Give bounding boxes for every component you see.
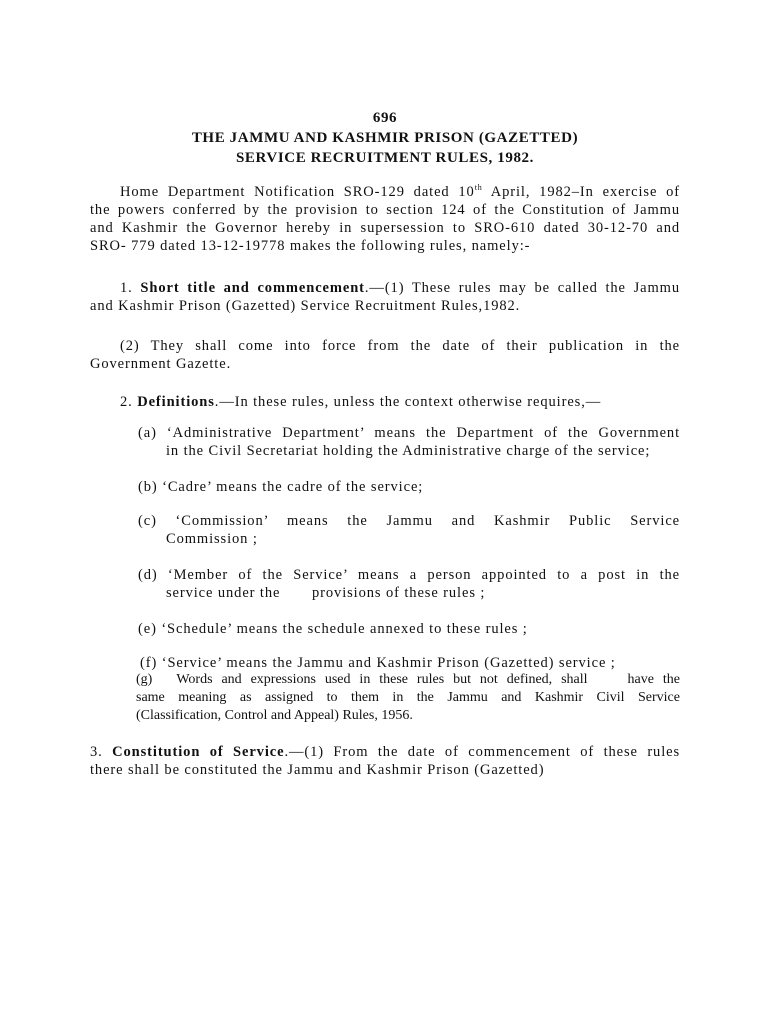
definition-b (138, 478, 680, 496)
rule-2-line-1: 2. Definitions.—In these rules, unless the context otherwise requires,— (120, 394, 602, 410)
preamble-line-1: Home Department Notification SRO-129 dated 10th April, 1982–In exercise of (120, 183, 680, 200)
definition-g-line-3: (Classification, Control and Appeal) Rules, 1956. (136, 708, 413, 723)
definition-a-line-1: (a) ‘Administrative Department’ means the Department of the Government (138, 425, 680, 441)
definition-g-line-1: (g) Words and expressions used in these rules but not defined, shall have the (136, 672, 681, 687)
definition-b-line-1: (b) ‘Cadre’ means the cadre of the service; (138, 479, 424, 495)
rule-3-line-1: 3. Constitution of Service.—(1) From the date of commencement of these rules (90, 744, 681, 760)
rule-1-sub-2-line-2: Government Gazette. (90, 356, 232, 372)
definition-d-line-1: (d) ‘Member of the Service’ means a person appointed to a post in the (138, 567, 680, 583)
rule-3-heading: Constitution of Service (112, 744, 285, 760)
rule-3-line-2: there shall be constituted the Jammu and Kashmir Prison (Gazetted) (90, 762, 545, 778)
rule-1-sub-2-line-1: (2) They shall come into force from the date of their publication in the (120, 338, 680, 354)
definition-f (140, 654, 680, 672)
rule-1-sub-2-paragraph (90, 337, 680, 373)
definition-a (138, 424, 680, 460)
document-title-line-2: SERVICE RECRUITMENT RULES, 1982. (235, 150, 535, 166)
rule-1-heading: Short title and commencement (140, 280, 365, 296)
definition-d-line-2: service under the provisions of these rules ; (166, 585, 486, 601)
preamble-line-3: and Kashmir the Governor hereby in supersession to SRO-610 dated 30-12-70 and (90, 220, 680, 236)
preamble-line-4: SRO- 779 dated 13-12-19778 makes the following rules, namely:- (90, 238, 531, 254)
rule-2-paragraph (90, 393, 680, 411)
definition-g (136, 671, 680, 725)
document-title-line-1: THE JAMMU AND KASHMIR PRISON (GAZETTED) (191, 130, 579, 146)
rule-2-heading: Definitions (137, 394, 215, 410)
definition-d (138, 566, 680, 602)
definition-c-line-2: Commission ; (166, 531, 258, 547)
page-number: 696 (372, 110, 398, 126)
preamble-paragraph (90, 183, 680, 255)
definition-g-line-2: same meaning as assigned to them in the Jammu and Kashmir Civil Service (136, 690, 680, 705)
definition-a-line-2: in the Civil Secretariat holding the Administrative charge of the service; (166, 443, 651, 459)
definition-e (138, 620, 680, 638)
definition-c (138, 512, 680, 548)
preamble-line-2: the powers conferred by the provision to section 124 of the Constitution of Jammu (90, 202, 680, 218)
rule-1-line-1: 1. Short title and commencement.—(1) These rules may be called the Jammu (120, 280, 680, 296)
definition-c-line-1: (c) ‘Commission’ means the Jammu and Kashmir Public Service (138, 513, 680, 529)
rule-1-paragraph (90, 279, 680, 315)
rule-1-line-2: and Kashmir Prison (Gazetted) Service Recruitment Rules,1982. (90, 298, 521, 314)
rule-3-paragraph (90, 743, 680, 779)
definition-e-line-1: (e) ‘Schedule’ means the schedule annexed to these rules ; (138, 621, 528, 637)
definition-f-line-1: (f) ‘Service’ means the Jammu and Kashmir Prison (Gazetted) service ; (140, 655, 616, 671)
